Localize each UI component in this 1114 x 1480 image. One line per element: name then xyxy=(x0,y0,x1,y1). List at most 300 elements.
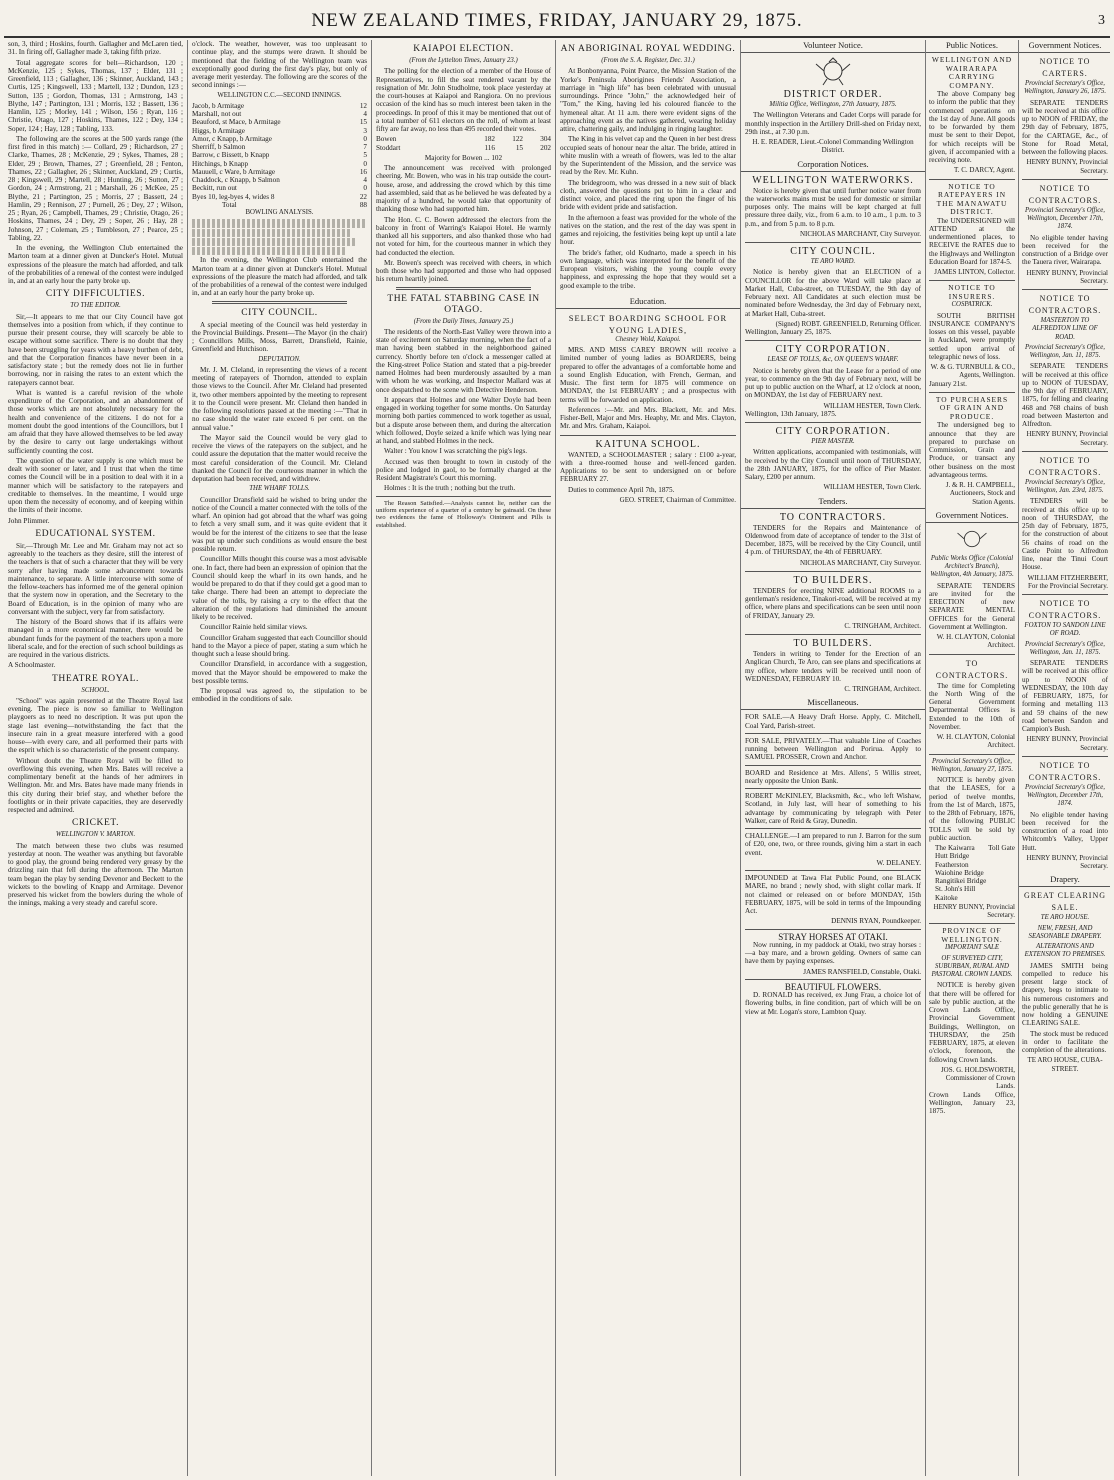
notice-place: Provincial Secretary's Office, Wellington, January 27, 1875. xyxy=(930,757,1014,773)
notice-district-order xyxy=(745,89,921,155)
notice-body: SEPARATE TENDERS will be received at this office up to NOON of WEDNESDAY, the 10th day of FEBRUARY, 1875, for forming and metalling 113 and 59 chains of the new road between Sandon and Campion's Bush. xyxy=(1022,659,1108,733)
batsman-runs: 7 xyxy=(363,143,367,151)
section-divider xyxy=(745,979,921,980)
section-header-government: Government Notices. xyxy=(926,510,1018,523)
article-paragraph: Mr. Bowen's speech was received with cheers, in which both those who had supported and those who had opposed his return heartily joined. xyxy=(376,258,551,284)
notice-toll-leases xyxy=(929,758,1015,920)
notice-to-carters xyxy=(1022,56,1108,175)
notice-subtitle: NEW, FRESH, AND SEASONABLE DRAPERY. xyxy=(1028,924,1102,940)
article-paragraph: The following are the scores at the 500 yards range (the first fired in this match) :— Collard, 29 ; Richardson, 27 ; Clarke, Thames, 28 ; McKenzie, 29 ; Sykes, Thames, 28 ; Elder, 29 ; Brown, Thames, 27 ; Greenfield, 28 ; Fenton, Thames, 22 ; Gallagher, 26 ; Skinner, Auckland, 29 ; Curtis, 28 ; Kingswell, 29 ; Martell, 28 ; Hunting, 26 ; Sutton, 27 ; Gordon, 24 ; Armstrong, 21 ; Marshall, 26 ; McKee, 25 ; Blythe, 21 ; Partington, 25 ; Morris, 27 ; Bassett, 24 ; Hamlin, 29 ; Rennison, 27 ; Purnell, 26 ; Dey, 27 ; Wilson, 25 ; Ryan, 26 ; Campbell, Thames, 29 ; Christie, Otago, 26 ; Hoskins, Thames, 24 ; Dey, 29 ; Soper, 26 ; Hay, 28 ; Johnson, 27 ; Coleman, 25 ; Tumbleson, 27 ; Pearce, 25 ; Tabling, 22. xyxy=(8,134,183,242)
batsman-name: Byes 10, leg-byes 4, wides 8 xyxy=(192,192,275,201)
article-paragraph: The bridegroom, who was dressed in a new suit of black cloth, answered the questions put to him in a clear and distinct voice, and placed the ring upon the finger of his bride with evident pride and satisfaction. xyxy=(560,178,736,212)
notice-body: No eligible tender having been received for the construction of a Bridge over the Tauera river, Wairarapa. xyxy=(1022,233,1108,267)
toll-row xyxy=(929,844,1015,852)
masthead-rule xyxy=(4,36,1110,38)
kaiapoi-source: (From the Lyttelton Times, January 23.) xyxy=(409,57,518,64)
notice-body: The undersigned beg to announce that they are prepared to purchase on Commission, Grain and Produce, or transact any other business on the most advantageous terms. xyxy=(929,421,1015,479)
page-columns xyxy=(4,40,1110,1476)
notice-body: NOTICE is hereby given that there will be offered for sale by public auction, at the Crown Lands Office, Provincial Government Buildings, Wellington, on THURSDAY, the 25th FEBRUARY, 1875, at eleven o'clock, forenoon, the following Crown lands. xyxy=(929,981,1015,1064)
notice-subtitle: ALTERATIONS AND EXTENSION TO PREMISES. xyxy=(1024,943,1106,959)
election-result-row xyxy=(376,144,551,152)
cricket-subhead: WELLINGTON V. MARTON. xyxy=(55,831,136,839)
section-divider xyxy=(1022,289,1108,290)
notice-contractors-foxton xyxy=(1022,598,1108,752)
section-divider xyxy=(745,870,921,871)
notice-body: The stock must be reduced in order to facilitate the completion of the alterations. xyxy=(1022,1029,1108,1054)
section-divider xyxy=(745,422,921,423)
notice-clearing-sale xyxy=(1022,890,1108,1073)
section-divider xyxy=(929,754,1015,755)
notice-subtitle: TE ARO HOUSE. xyxy=(1040,914,1090,922)
notice-subtitle: IMPORTANT SALE xyxy=(945,944,999,952)
notice-signature: WILLIAM HESTER, Town Clerk. xyxy=(823,401,921,410)
vote-count: 182 xyxy=(484,135,495,144)
scorecard-row xyxy=(192,151,367,159)
notice-signature: T. C. DARCY, Agent. xyxy=(954,166,1015,175)
article-paragraph: Councillor Graham suggested that each Councillor should hand to the Mayor a piece of paper, stating a sum which he thought such a lease should bring. xyxy=(192,633,367,658)
section-divider xyxy=(745,634,921,635)
notice-signature: HENRY BUNNY, Provincial Secretary. xyxy=(1026,430,1108,447)
section-divider xyxy=(1022,756,1108,757)
classified-ad: D. RONALD has received, ex Jung Frau, a choice lot of flowering bulbs, in fine condition, part of which will be on view at Mr. Logan's store, Lambton Quay. xyxy=(745,991,921,1016)
section-divider xyxy=(1022,594,1108,595)
article-paragraph: The polling for the election of a member of the House of Representatives, to fill the seat rendered vacant by the resignation of Mr. John Studholme, took place yesterday at the court-houses at Kaiapoi and Rangiora. On no previous occasion of the kind has so much interest been taken in the proceedings. In proof of this it may be mentioned that out of a total number of 611 electors on the roll, of whom at least fifty are far away, no less than 495 recorded their votes. xyxy=(376,67,551,133)
batsman-name: Sherriff, b Salmon xyxy=(192,143,246,151)
section-header-corporation: Corporation Notices. xyxy=(741,159,925,172)
batsman-runs: 0 xyxy=(363,159,367,168)
batsman-name: Higgs, b Armitage xyxy=(192,126,245,135)
notice-title: NOTICE TO CONTRACTORS. xyxy=(1028,455,1102,477)
notice-subtitle: MASTERTON TO ALFREDTON LINE OF ROAD. xyxy=(1032,317,1098,341)
notice-title: NOTICE TO INSURERS. xyxy=(948,283,996,301)
article-paragraph: In the evening, the Wellington Club entertained the Marton team at a dinner given at Duncker's Hotel. Mutual expressions of the pleasure the match had afforded, and talk of the probabilities of a renewal of the contest were indulged in, and at an early hour the party broke up. xyxy=(192,256,367,298)
batsman-name: Marshall, not out xyxy=(192,110,242,118)
article-paragraph: Councillor Mills thought this course was a most advisable one. In fact, there had been an expression of opinion that the Council should keep the wharf in its own hands, and he would be prepared to do that if they could get a good man to take charge. There had been an attempt to depreciate the value of the tolls, by raising a cry to the effect that the alteration of the regulations had diminished the amount likely to be received. xyxy=(192,555,367,621)
section-divider xyxy=(929,923,1015,924)
notice-place: Provincial Secretary's Office, Wellington, January 26, 1875. xyxy=(1023,80,1107,96)
notice-signature: HENRY BUNNY, Provincial Secretary. xyxy=(1026,268,1108,285)
notice-title: WELLINGTON AND WAIRARAPA CARRYING COMPANY. xyxy=(931,55,1013,90)
notice-body: SEPARATE TENDERS will be received at this office up to NOON of FRIDAY, the 29th day of February, 1875, for the CARTAGE, &c., of Stone for Road Metal, between the following places. xyxy=(1022,98,1108,156)
notice-title: NOTICE TO CONTRACTORS. xyxy=(1028,599,1102,620)
notice-body: SEPARATE TENDERS will be received at this office up to NOON of TUESDAY, the 9th day of FEBRUARY, 1875, for felling and clearing 468 and 768 chains of bush road between Masterton and Alfredton. xyxy=(1022,362,1108,428)
subhead-deputation: DEPUTATION. xyxy=(258,355,301,363)
notice-body: Notice is hereby given that until further notice water from the waterworks mains must be used for domestic or similar purposes only. The mains will be kept charged at full pressure three daily, viz., from 6 a.m. to 10 a.m., 1 p.m. to 3 p.m., and from 5 p.m. to 8 p.m. xyxy=(745,186,921,228)
notice-signature: NICHOLAS MARCHANT, City Surveyor. xyxy=(799,558,921,567)
notice-signature: HENRY BUNNY, Provincial Secretary. xyxy=(1026,158,1108,175)
notice-signature: JOS. G. HOLDSWORTH, Commissioner of Crown Lands. xyxy=(940,1065,1015,1091)
toll-row xyxy=(929,894,1015,902)
notice-body: NOTICE is hereby given that the LEASES, for a period of twelve months, from the 1st of March, 1875, to the 28th of February, 1876, of the following PUBLIC TOLLS will be sold by public auction. xyxy=(929,776,1015,842)
notice-body: Notice is hereby given that an ELECTION of a COUNCILLOR for the above Ward will take place at Market Hall, Cuba-street, on TUESDAY, the 9th day of February next. All Candidates at such election must be nominated before Wednesday, the 3rd day of February next, at Market Hall, Cuba-street. xyxy=(745,268,921,318)
vote-count: 15 xyxy=(515,143,523,152)
notice-grain-purchasers xyxy=(929,396,1015,506)
royal-crest-icon xyxy=(929,526,1015,552)
notice-subtitle: LEASE OF TOLLS, &c, ON QUEEN'S WHARF. xyxy=(767,356,899,364)
notice-signature: (Signed) ROBT. GREENFIELD, Returning Officer. xyxy=(775,319,921,328)
candidate-name: Stoddart xyxy=(376,143,401,152)
column-4 xyxy=(555,40,740,1476)
column-2 xyxy=(187,40,371,1476)
notice-title: DISTRICT ORDER. xyxy=(783,89,883,100)
article-paragraph: Councillor Dransfield said he wished to bring under the notice of the Council a matter connected with the tolls of the wharf. An opinion had got abroad that the wharf was going to fetch a very small sum, and it was quite evident that it would be for the interest of the citizens to see that the lease was put up under such conditions as would ensure the best possible return. xyxy=(192,495,367,553)
article-paragraph: A special meeting of the Council was held yesterday in the Provincial Buildings. Present—The Mayor (in the chair) ; Councillors Mills, Moss, Barrett, Dransfield, Rainie, Greenfield and Hutchison. xyxy=(192,320,367,354)
scorecard-title: WELLINGTON C.C.—SECOND INNINGS. xyxy=(217,91,342,99)
batsman-runs: 16 xyxy=(359,167,367,176)
notice-date: Wellington, 13th January, 1875. xyxy=(745,409,837,418)
column-5 xyxy=(740,40,925,1476)
notice-body: SEPARATE TENDERS are invited for the ERECTION of new SEPARATE MENTAL OFFICES for the General Government at Wellington. xyxy=(929,581,1015,631)
article-paragraph: The announcement was received with prolonged cheering. Mr. Bowen, who was in his trap outside the court-house, arose, and addressing the crowd which by this time had assembled, said that as he believed he was defeated by a majority of a hundred, he would take that opportunity of thanking those who had supported him. xyxy=(376,164,551,214)
batsman-name: Hitchings, b Knapp xyxy=(192,159,249,168)
batsman-name: Amor, c Knapp, b Armitage xyxy=(192,134,272,143)
notice-title: TO PURCHASERS OF GRAIN AND PRODUCE. xyxy=(935,394,1009,421)
notice-title: CITY COUNCIL. xyxy=(790,246,876,257)
toll-name: Hutt Bridge xyxy=(935,852,970,861)
notice-signature: W. H. CLAYTON, Colonial Architect. xyxy=(936,633,1015,650)
classified-ad: IMPOUNDED at Tawa Flat Public Pound, one BLACK MARE, no brand ; newly shod, with slight collar mark. If not claimed or released on or before MONDAY, 15th FEBRUARY, 1875, will be sold in terms of the Impounding Act. xyxy=(745,874,921,915)
batsman-name: Barrow, c Bissett, b Knapp xyxy=(192,151,270,160)
headline-theatre-royal: THEATRE ROYAL. xyxy=(51,673,140,684)
headline-educational-system: EDUCATIONAL SYSTEM. xyxy=(35,528,156,539)
notice-contractors-castle-point xyxy=(1022,455,1108,590)
scorecard-row xyxy=(192,102,367,110)
notice-signature: C. TRINGHAM, Architect. xyxy=(844,621,921,630)
notice-title: TO CONTRACTORS. xyxy=(935,658,1009,680)
article-paragraph: The King in his velvet cap and the Queen in her best dress occupied seats of honour near the altar. The bride, attired in white muslin with a wreath of flowers, was led to the altar by the Superintendent of the Mission, and the service was read by the Rev. Mr. Kuhn. xyxy=(560,135,736,177)
notice-title: TO BUILDERS. xyxy=(793,574,873,586)
scorecard-row xyxy=(192,110,367,118)
section-divider xyxy=(745,733,921,734)
notice-signature: W. DELANEY. xyxy=(876,858,921,867)
classified-ad: Now running, in my paddock at Otaki, two stray horses :—a bay mare, and a brown gelding. Owners of same can have them by paying expenses. xyxy=(745,940,921,966)
letter-paragraph: Sir,—It appears to me that our City Council have got themselves into a position from which, if they continue to pursue their present course, they will scarcely be able to escape without some sacrifice. There is no doubt that they have been struggling for years with a heavy burthen of debt, and that the Corporation finances have never been in a satisfactory state ; but the remedy does not lie in further borrowing, nor in raising the rates to an extent which the ratepayers cannot bear. xyxy=(8,312,183,387)
notice-signature: DENNIS RYAN, Poundkeeper. xyxy=(831,917,921,926)
notice-date: Wellington, January 25, 1875. xyxy=(745,328,832,336)
notice-signature: WILLIAM HESTER, Town Clerk. xyxy=(823,483,921,492)
scorecard-row xyxy=(192,118,367,126)
section-divider xyxy=(212,301,347,304)
batsman-name: Mauuell, c Ware, b Armitage xyxy=(192,167,276,176)
notice-insurers xyxy=(929,284,1015,388)
election-majority: Majority for Bowen ... 102 xyxy=(424,153,503,162)
notice-body: JAMES SMITH being compelled to reduce his present large stock of drapery, begs to intimate to his numerous customers and the public generally that he is now holding a GENUINE CLEARING SALE. xyxy=(1022,961,1108,1028)
notice-body: No eligible tender having been received for the construction of a road into Whitcomb's Valley, Upper Hutt. xyxy=(1022,810,1108,852)
scorecard-row xyxy=(192,184,367,192)
section-header-government-notices: Government Notices. xyxy=(1019,40,1110,53)
column-3 xyxy=(371,40,555,1476)
notice-body: TENDERS will be received at this office up to noon of THURSDAY, the 25th day of February, 1875, for the construction of about 56 chains of road on the Castle Point to Alfredton line, near the Tinui Court House. xyxy=(1022,497,1108,572)
batsman-name: Chaddock, c Knapp, b Salmon xyxy=(192,176,280,184)
article-paragraph: Walter : You know I was scratching the pig's legs. xyxy=(384,447,528,456)
section-divider xyxy=(745,929,921,930)
illegible-line xyxy=(192,247,346,255)
classified-ad: FOR SALE.—A Heavy Draft Horse. Apply, C. Mitchell, Coal Yard, Parish-street. xyxy=(745,713,921,730)
newspaper-title: NEW ZEALAND TIMES, FRIDAY, JANUARY 29, 1875. xyxy=(311,10,803,31)
notice-body: The time for Completing the North Wing of the General Government Departmental Offices is Extended to the 10th of November. xyxy=(929,681,1015,731)
toll-name: Kaitoke xyxy=(935,893,958,902)
headline-fatal-stabbing: THE FATAL STABBING CASE IN OTAGO. xyxy=(387,293,540,315)
notice-body: Written applications, accompanied with testimonials, will be received by the City Council until noon of THURSDAY, the 28th JANUARY, 1875, for the office of Pier Master. Salary, £200 per annum. xyxy=(745,448,921,481)
batsman-runs: 12 xyxy=(359,101,367,110)
notice-signature: C. TRINGHAM, Architect. xyxy=(844,685,921,693)
article-paragraph: o'clock. The weather, however, was too unpleasant to continue play, and the stumps were drawn. It should be mentioned that the fielding of the Wellington team was exceptionally good during the first day's play, but only of average merit yesterday. The following are the scores of the second innings :— xyxy=(192,40,367,90)
article-paragraph: The Hon. C. C. Bowen addressed the electors from the balcony in front of Warring's Kaiapoi Hotel. He warmly thanked all his supporters, and also thanked those who had not voted for him, for the courteous manner in which they had conducted the election. xyxy=(376,215,551,257)
section-divider xyxy=(745,765,921,766)
article-paragraph: The match between these two clubs was resumed yesterday at noon. The weather was anything but favorable to good play, the ground being rendered very greasy by the drizzling rain that fell during the afternoon. The Marton team began the play by sending Devenor and Beckett to the wickets to the bowling of Knapp and Armitage. Devenor preserved his wicket from the bowlers during the whole of the innings, making a very steady and careful score. xyxy=(8,841,183,908)
notice-city-council xyxy=(745,246,921,336)
article-paragraph: The proposal was agreed to, the stipulation to be embodied in the conditions of sale. xyxy=(192,687,367,704)
notice-to-builders-2 xyxy=(745,638,921,693)
section-header-volunteer: Volunteer Notice. xyxy=(741,40,925,53)
toll-name: The Kaiwarra xyxy=(935,844,975,852)
notice-signature: HENRY BUNNY, Provincial Secretary. xyxy=(1026,735,1108,752)
notice-place: Public Works Office (Colonial Architect's Branch), Wellington, 4th January, 1875. xyxy=(930,554,1014,579)
notice-body: SOUTH BRITISH INSURANCE COMPANY'S losses on this vessel, payable in Auckland, were promptly settled upon arrival of telegraphic news of loss. xyxy=(929,311,1015,361)
notice-title: CITY CORPORATION. xyxy=(775,344,891,356)
section-divider xyxy=(745,340,921,341)
notice-place: Provincial Secretary's Office, Wellington, December 17th, 1874. xyxy=(1024,783,1106,808)
section-divider xyxy=(1022,179,1108,180)
notice-city-corporation-tolls xyxy=(745,344,921,418)
letter-paragraph: The question of the water supply is one which must be dealt with sooner or later, and I trust that when the time comes the Council will be in a position to deal with it in a manner which will be satisfactory to the ratepayers and creditable to themselves. In the meantime, I would urge upon them the necessity of economy, and of keeping within the limits of their income. xyxy=(8,456,183,515)
notice-subtitle: COSPATRICK. xyxy=(951,301,993,309)
notice-ratepayers xyxy=(929,183,1015,277)
notice-waterworks xyxy=(745,175,921,239)
article-paragraph: Accused was then brought to town in custody of the police and lodged in gaol, to be formally charged at the Resident Magistrate's Court this morning. xyxy=(376,457,551,482)
page-number-right: 3 xyxy=(1098,13,1106,28)
notice-body: Notice is hereby given that the Lease for a period of one year, to commence on the 9th day of February next, will be put up to public auction on the Wharf, at 12 o'clock at noon, on MONDAY, the 1st day of FEBRUARY next. xyxy=(745,366,921,400)
classified-ad: CHALLENGE.—I am prepared to run J. Barron for the sum of £20, one, two, or three rounds, giving him a start in each event. xyxy=(745,832,921,857)
notice-boarding-school xyxy=(560,312,736,431)
toll-row xyxy=(929,869,1015,877)
vote-count: 116 xyxy=(484,143,495,152)
notice-body: The UNDERSIGNED will ATTEND at the undermentioned places, to RECEIVE the RATES due to the Highways and Wellington Education Board for 1874-5. xyxy=(929,216,1015,266)
notice-subtitle: TE ARO WARD. xyxy=(810,258,856,265)
vote-count: 304 xyxy=(540,135,551,144)
notice-place: Provincial Secretary's Office, Wellington, Jan. 23rd, 1875. xyxy=(1024,478,1106,494)
notice-signature: H. E. READER, Lieut.-Colonel Commanding Wellington District. xyxy=(752,138,914,155)
wedding-source: (From the S. A. Register, Dec. 31.) xyxy=(601,57,695,64)
subhead-wharf-tolls: THE WHARF TOLLS. xyxy=(249,485,310,493)
royal-crest-icon xyxy=(745,56,921,86)
scorecard xyxy=(192,102,367,201)
notice-body: Tenders in writing to Tender for the Erection of an Anglican Church, Te Aro, can see plans and specifications at my office, where tenders will be received until noon of WEDNESDAY, FEBRUARY 10. xyxy=(745,650,921,683)
batsman-runs: 5 xyxy=(363,151,367,160)
batsman-name: Beckitt, run out xyxy=(192,184,237,193)
notice-title: NOTICE TO CONTRACTORS. xyxy=(1028,294,1102,315)
notice-signature: J. & R. H. CAMPBELL, Auctioneers, Stock and Station Agents. xyxy=(945,481,1015,506)
notice-pier-master xyxy=(745,426,921,492)
masthead xyxy=(0,6,1114,36)
letter-signature: John Plimmer. xyxy=(8,516,50,525)
article-paragraph: Total aggregate scores for belt—Richardson, 120 ; McKenzie, 125 ; Sykes, Thomas, 137 ; Elder, 131 ; Greenfield, 113 ; Gallagher, 136 ; Skinner, Auckland, 143 ; Curtis, 125 ; Kingswell, 133 ; Martell, 132 ; Dundon, 123 ; Sutton, 135 ; Gordon, Thomas, 131 ; Armstrong, 143 ; Blythe, 147 ; Partington, 131 ; Morris, 132 ; Bassett, 136 ; Hamlin, 125 ; Morley, 141 ; Wilson, 156 ; Ryan, 116 ; Christie, Otago, 127 ; Hoskins, Thames, 122 ; Dey, 134 ; Soper, 124 ; Hay, 128 ; Tabling, 133. xyxy=(8,58,183,133)
column-6b xyxy=(1018,40,1110,1476)
section-header-drapery: Drapery. xyxy=(1019,874,1110,887)
scorecard-row xyxy=(192,127,367,135)
notice-body: MRS. AND MISS CAREY BROWN will receive a limited number of young ladies as BOARDERS, being prepared to offer the advantages of a comfortable home and a sound English Education, with French, German, and Music. The first term for 1875 will commence on MONDAY, the 1st FEBRUARY ; and a prospectus with terms will be forwarded on application. xyxy=(560,346,736,404)
batsman-name: Jacob, b Armitage xyxy=(192,101,245,110)
article-paragraph: It appears that Holmes and one Walter Doyle had been engaged in working together for some months. On Saturday morning both parties commenced to work together as usual, but a dispute arose between them, and during the altercation which followed, Doyle seized a knife which was lying near at hand, and stabbed Holmes in the neck. xyxy=(376,395,551,445)
toll-type: Toll Gate xyxy=(988,844,1015,852)
notice-signature: W. H. CLAYTON, Colonial Architect. xyxy=(936,733,1015,750)
section-header-education: Education. xyxy=(556,296,740,309)
classified-ad: BOARD and Residence at Mrs. Allens', 5 Willis street, nearly opposite the Union Bank. xyxy=(745,768,921,785)
section-header-tenders: Tenders. xyxy=(741,496,925,509)
vote-count: 202 xyxy=(540,143,551,152)
notice-title: TO BUILDERS. xyxy=(793,638,873,649)
notice-body: WANTED, a SCHOOLMASTER ; salary : £100 a-year, with a three-roomed house and well-fenced garden. Applications to be sent to undersigned on or before FEBRUARY 27. xyxy=(560,450,736,484)
letter-signature: A Schoolmaster. xyxy=(8,661,56,670)
bowling-title: BOWLING ANALYSIS. xyxy=(245,209,314,216)
notice-title: KAITUNA SCHOOL. xyxy=(595,438,701,450)
notice-carrying-company xyxy=(929,56,1015,175)
headline-kaiapoi-election: KAIAPOI ELECTION. xyxy=(413,44,514,54)
toll-row xyxy=(929,861,1015,869)
section-divider xyxy=(929,654,1015,655)
article-paragraph: "School" was again presented at the Theatre Royal last evening. The piece is now so familiar to Wellington playgoers as to need no description. It was put upon the stage last evening—notwithstanding the fact that the insecure rain in a great measure interfered with a good house—with every care, and all performed their parts with the esprit which is so characteristic of the present company. xyxy=(8,696,183,755)
notice-contractors-masterton xyxy=(1022,293,1108,447)
notice-title: WELLINGTON WATERWORKS. xyxy=(752,174,914,186)
batsman-runs: 22 xyxy=(359,192,367,201)
column-1 xyxy=(4,40,187,1476)
batsman-runs: 3 xyxy=(363,126,367,135)
illegible-line xyxy=(192,229,350,237)
scorecard-row xyxy=(192,193,367,201)
article-paragraph: Mr. J. M. Cleland, in representing the views of a recent meeting of ratepayers of Thorndon, attended to explain those views to the Council. After Mr. Cleland had presented it, two other members appointed by the meeting to represent it to the Council were present. Mr. Cleland then handed in the following resolutions passed at the meeting :—"That in no case should the water rate exceed 6 per cent. on the annual value." xyxy=(192,365,367,432)
election-results-table xyxy=(376,135,551,152)
article-paragraph: Holmes : It is the truth ; nothing but the truth. xyxy=(384,484,516,493)
notice-title: NOTICE TO RATEPAYERS IN THE MANAWATU DISTRICT. xyxy=(936,181,1008,216)
article-paragraph: son, 3, third ; Hoskins, fourth. Gallagher and McLaren tied, 31. In firing off, Gallagher made 3, taking fifth prize. xyxy=(8,40,183,57)
scorecard-row xyxy=(192,143,367,151)
section-header-miscellaneous: Miscellaneous. xyxy=(741,697,925,710)
candidate-name: Bowen xyxy=(376,135,397,144)
article-paragraph: At Bonbonyanna, Point Pearce, the Mission Station of the Yorke's Peninsula Aborigines Friends' Association, a marriage in "high life" has been celebrated with unusual surroundings. Prince "John," the acknowledged heir of "Tom," the King, having led his coloured fiancée to the hymeneal altar. At 11 a.m. there were evident signs of the approaching event as the natives gathered, wearing holiday attire, chattering gaily, and indulging in ringing laughter. xyxy=(560,67,736,133)
notice-subtitle: PIER MASTER. xyxy=(811,438,855,445)
notice-to-builders xyxy=(745,575,921,630)
notice-body: The Wellington Veterans and Cadet Corps will parade for monthly inspection in the Artillery Drill-shed on Friday next, 29th inst., at 7.30 p.m. xyxy=(745,111,921,136)
article-paragraph: In the evening, the Wellington Club entertained the Marton team at a dinner given at Duncker's Hotel. Mutual expressions of the pleasure the match had afforded, and talk of the probabilities of a renewal of the contest were indulged in, and at an early hour the party broke up. xyxy=(8,244,183,285)
notice-title: NOTICE TO CONTRACTORS. xyxy=(1028,183,1102,205)
notice-crown-lands xyxy=(929,927,1015,1115)
election-result-row xyxy=(376,135,551,143)
section-divider xyxy=(745,788,921,789)
notice-place: Militia Office, Wellington, 27th January, 1875. xyxy=(769,101,897,108)
headline-royal-wedding: AN ABORIGINAL ROYAL WEDDING. xyxy=(560,44,736,54)
batsman-runs: 4 xyxy=(363,176,367,184)
letter-paragraph: The history of the Board shows that if its affairs were managed in a more economical manner, there would be abundant funds for the payment of the teachers upon a more liberal scale, and for the erection of such school buildings as are required in the various districts. xyxy=(8,618,183,659)
article-paragraph: Without doubt the Theatre Royal will be filled to overflowing this evening, when Mrs. Bates will receive a complimentary benefit at the hands of her admirers in Wellington. Mr. and Mrs. Bates have made many friends in this city during their brief stay, and whether before the footlights or in their private capacities, they are deservedly respected and admired. xyxy=(8,756,183,814)
scorecard-row xyxy=(192,176,367,184)
notice-contractors-whitcomb xyxy=(1022,760,1108,871)
headline-cricket: CRICKET. xyxy=(71,818,120,829)
notice-public-works xyxy=(929,555,1015,650)
notice-title: NOTICE TO CARTERS. xyxy=(1039,57,1091,78)
notice-title: SELECT BOARDING SCHOOL FOR YOUNG LADIES, xyxy=(568,312,728,335)
column-6a xyxy=(926,40,1018,1476)
article-paragraph: In the afternoon a feast was provided for the whole of the natives on the station, and the rest of the day was spent in games and rejoicing, the festivities being kept up until a late hour. xyxy=(560,213,736,247)
toll-row xyxy=(929,852,1015,860)
notice-date: Crown Lands Office, Wellington, January 23, 1875. xyxy=(929,1090,1015,1115)
notice-place: Provincial Secretary's Office, Wellington, Jan. 11, 1875. xyxy=(1024,343,1106,359)
notice-body: TENDERS for the Repairs and Maintenance of Oldenwood from date of acceptance of tender to the 31st of December, 1875, will be received by the City Council, until 4 p.m. of THURSDAY, the 4th of FEBRUARY. xyxy=(745,523,921,557)
theatre-subhead: SCHOOL. xyxy=(81,686,110,694)
section-divider xyxy=(396,287,531,290)
notice-signature: HENRY BUNNY, Provincial Secretary. xyxy=(933,902,1015,919)
notice-body: References :—Mr. and Mrs. Blackett, Mr. and Mrs. Fisher-Bell, Major and Mrs. Heaphy, Mr. and Mrs. Clayton, Mr. and Mrs. Graham, Kaiapoi. xyxy=(560,405,736,431)
scorecard-total-row xyxy=(192,201,367,209)
classified-ad: FOR SALE, PRIVATELY.—That valuable Line of Coaches running between Wellington and Porirua. Apply to SAMUEL PROSSER, Crown and Anchor. xyxy=(745,736,921,762)
notice-signature: JAMES LINTON, Collector. xyxy=(934,268,1015,276)
headline-city-council: CITY COUNCIL. xyxy=(241,307,318,318)
classified-ad: ROBERT McKINLEY, Blacksmith, &c., who left Wishaw, Scotland, in July last, will hear of something to his advantage by communicating by telegraph with Peter Walker, care of Reid & Gray, Dunedin. xyxy=(745,792,921,825)
notice-signature: GEO. STREET, Chairman of Committee. xyxy=(619,495,736,504)
article-paragraph: Councillor Rainie held similar views. xyxy=(200,623,308,632)
article-paragraph: The bride's father, old Kudnarto, made a speech in his own language, which was interpreted for the benefit of the European visitors, wishing the young couple every happiness, and expressing the hope that they would set a good example to the tribe. xyxy=(560,248,736,290)
section-divider xyxy=(929,392,1015,393)
toll-row xyxy=(929,885,1015,893)
section-divider xyxy=(745,242,921,243)
scorecard-total-value: 88 xyxy=(359,200,367,209)
column-6 xyxy=(925,40,1110,1476)
notice-signature: W. & G. TURNBULL & CO., Agents, Wellington. xyxy=(930,363,1015,380)
scorecard-row xyxy=(192,168,367,176)
stabbing-source: (From the Daily Times, January 25.) xyxy=(413,317,514,325)
article-paragraph: The Mayor said the Council would be very glad to receive the views of the ratepayers on the subject, and he could assure the deputation that the matter would receive the most careful consideration of the Council. Mr. Cleland thanked the Council for the courteous manner in which the deputation had been received, and withdrew. xyxy=(192,433,367,483)
scorecard-row xyxy=(192,160,367,168)
tolls-list xyxy=(929,844,1015,902)
notice-contractors-north-wing xyxy=(929,658,1015,750)
to-the-editor: TO THE EDITOR. xyxy=(70,302,121,310)
toll-name: Rangitikei Bridge xyxy=(935,877,987,885)
notice-title: NOTICE TO CONTRACTORS. xyxy=(1028,760,1102,782)
toll-name: St. John's Hill xyxy=(935,885,976,894)
batsman-runs: 15 xyxy=(359,118,367,127)
section-divider xyxy=(745,828,921,829)
notice-place: Provincial Secretary's Office, Wellington, Jan. 11, 1875. xyxy=(1024,640,1106,656)
vote-count: 122 xyxy=(512,135,523,144)
article-paragraph: Councillor Dransfield, in accordance with a suggestion, moved that the Mayor should be empowered to make the best possible terms. xyxy=(192,660,367,685)
notice-subtitle: OF SURVEYED CITY, SUBURBAN, RURAL AND PASTORAL CROWN LANDS. xyxy=(931,954,1013,978)
notice-address: Chesney Wold, Kaiapoi. xyxy=(615,335,681,343)
illegible-line xyxy=(192,238,357,246)
notice-title: TO CONTRACTORS. xyxy=(779,511,887,523)
section-divider xyxy=(376,496,551,497)
section-divider xyxy=(745,571,921,572)
notice-kaituna-school xyxy=(560,439,736,505)
notice-title: PROVINCE OF WELLINGTON. xyxy=(941,926,1003,944)
section-divider xyxy=(1022,451,1108,452)
batsman-runs: 0 xyxy=(363,184,367,193)
toll-name: Waiohine Bridge xyxy=(935,868,984,877)
section-divider xyxy=(929,179,1015,180)
notice-body: TENDERS for erecting NINE additional ROOMS to a gentleman's residence, Tinakori-road, will be received at my office, where plans and specifications can be seen until noon of FRIDAY, January 29. xyxy=(745,586,921,620)
toll-name: Featherston xyxy=(935,860,969,869)
notice-footer: TE ARO HOUSE, CUBA-STREET. xyxy=(1027,1056,1103,1073)
toll-row xyxy=(929,877,1015,885)
notice-signature: WILLIAM FITZHERBERT, For the Provincial Secretary. xyxy=(1027,573,1108,590)
notice-title: STRAY HORSES AT OTAKI. xyxy=(778,931,888,942)
notice-signature: HENRY BUNNY, Provincial Secretary. xyxy=(1026,853,1108,870)
notice-title: BEAUTIFUL FLOWERS. xyxy=(784,981,882,992)
notice-body: The above Company beg to inform the public that they commenced operations on the 1st day of June. All goods to be forwarded by them must be sent to their Depot, for which receipts will be given, if accompanied with a receiving note. xyxy=(929,90,1015,164)
notice-signature: JAMES RANSFIELD, Constable, Otaki. xyxy=(803,967,921,976)
section-divider xyxy=(560,435,736,436)
batsman-name: Beauford, st Mace, b Armitage xyxy=(192,118,281,127)
batsman-runs: 4 xyxy=(363,110,367,118)
notice-subtitle: FOXTON TO SANDON LINE OF ROAD. xyxy=(1024,622,1106,638)
